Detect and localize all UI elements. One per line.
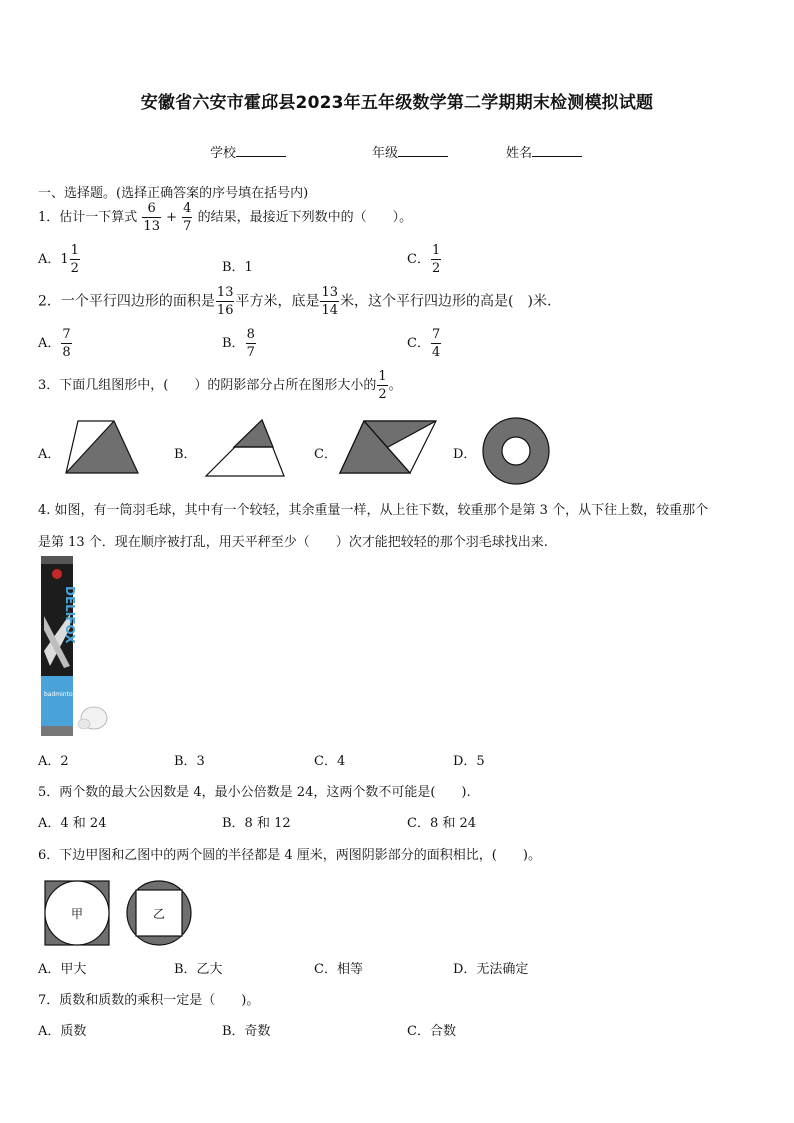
name-field[interactable]: [506, 142, 582, 161]
q2-option-a[interactable]: A． $\frac{7}{8}$: [38, 327, 71, 360]
question-1: [38, 202, 412, 233]
yi-label: 乙: [152, 907, 166, 921]
page-title: 安徽省六安市霍邱县2023年五年级数学第二学期期末检测模拟试题: [140, 93, 654, 113]
q7-option-b[interactable]: B．奇数: [222, 1024, 271, 1039]
q1-option-c[interactable]: C． $\frac{1}{2}$: [407, 243, 441, 276]
q7-option-c[interactable]: C．合数: [407, 1024, 456, 1039]
q3-suffix: 。: [388, 378, 402, 393]
q3-figure-d-ring: [480, 418, 552, 490]
q1-option-a[interactable]: A．1 $\frac{1}{2}$: [38, 243, 79, 276]
q3-option-a[interactable]: A．: [38, 447, 61, 462]
q6-option-d[interactable]: D．无法确定: [453, 962, 529, 977]
q3-figure-b-triangle: [204, 418, 286, 478]
question-4-line-1: 4. 如图，有一筒羽毛球，其中有一个较轻，其余重量一样，从上往下数，较重那个是第 3 个，从下往上数，较重那个: [38, 503, 709, 518]
grade-field[interactable]: [372, 142, 448, 161]
tube-sub-text: badminton: [44, 691, 77, 698]
q3-figure-c-parallelogram: [338, 419, 438, 475]
question-6: 6．下边甲图和乙图中的两个圆的半径都是 4 厘米，两图阴影部分的面积相比，( )。: [38, 848, 541, 863]
q4-option-a[interactable]: A．2: [38, 754, 69, 769]
q3-option-b[interactable]: B．: [174, 447, 197, 462]
q5-option-b[interactable]: B．8 和 12: [222, 816, 291, 831]
q2-prefix: 2．一个平行四边形的面积是: [38, 293, 215, 310]
q1-plus: +: [166, 210, 178, 225]
q6-option-c[interactable]: C．相等: [314, 962, 363, 977]
q4-option-c[interactable]: C．4: [314, 754, 346, 769]
tube-brand-text: DELIFOX: [63, 586, 77, 644]
q2-mid: 平方米，底是: [235, 293, 320, 310]
q1-fraction-2: $\frac{4}{7}$: [183, 201, 192, 234]
school-field[interactable]: [210, 142, 286, 161]
q5-option-a[interactable]: A．4 和 24: [38, 816, 107, 831]
q6-figure-yi: [126, 880, 192, 946]
q2-fraction-2: $\frac{13}{14}$: [321, 285, 339, 318]
question-2: [38, 286, 551, 317]
school-blank[interactable]: [236, 145, 286, 157]
shuttlecock-tube-image: [38, 556, 110, 738]
q5-option-c[interactable]: C．8 和 24: [407, 816, 477, 831]
q6-figure-jia: [44, 880, 110, 946]
q3-figure-a-trapezoid: [64, 419, 140, 475]
school-label: 学校: [210, 146, 237, 161]
q4-option-d[interactable]: D．5: [453, 754, 485, 769]
q7-option-a[interactable]: A．质数: [38, 1024, 87, 1039]
q6-option-a[interactable]: A．甲大: [38, 962, 87, 977]
q2-fraction-1: $\frac{13}{16}$: [216, 285, 234, 318]
name-blank[interactable]: [532, 145, 582, 157]
q6-option-b[interactable]: B．乙大: [174, 962, 223, 977]
q1-prefix: 1．估计一下算式: [38, 210, 138, 225]
question-5: 5．两个数的最大公因数是 4，最小公倍数是 24，这两个数不可能是( ).: [38, 785, 471, 800]
question-4-line-2: 是第 13 个．现在顺序被打乱，用天平秤至少（ ）次才能把较轻的那个羽毛球找出来.: [38, 535, 548, 550]
q3-option-c[interactable]: C．: [314, 447, 337, 462]
question-7: 7．质数和质数的乘积一定是（ )。: [38, 993, 260, 1008]
q2-option-c[interactable]: C． $\frac{7}{4}$: [407, 327, 441, 360]
q1-option-b[interactable]: B．1: [222, 260, 253, 275]
jia-label: 甲: [70, 907, 84, 921]
question-3: [38, 370, 402, 401]
q4-option-b[interactable]: B．3: [174, 754, 205, 769]
q3-fraction: $\frac{1}{2}$: [378, 369, 387, 402]
q3-option-d[interactable]: D．: [453, 447, 477, 462]
section-heading: 一、选择题。(选择正确答案的序号填在括号内): [38, 186, 309, 201]
q2-suffix: 米，这个平行四边形的高是( )米.: [340, 293, 552, 310]
grade-label: 年级: [372, 146, 399, 161]
q2-option-b[interactable]: B． $\frac{8}{7}$: [222, 327, 255, 360]
name-label: 姓名: [506, 146, 533, 161]
grade-blank[interactable]: [398, 145, 448, 157]
q1-suffix: 的结果，最接近下列数中的（ ）。: [197, 210, 413, 225]
q1-fraction-1: $\frac{6}{13}$: [143, 201, 160, 234]
q3-prefix: 3．下面几组图形中，( ）的阴影部分占所在图形大小的: [38, 378, 377, 393]
